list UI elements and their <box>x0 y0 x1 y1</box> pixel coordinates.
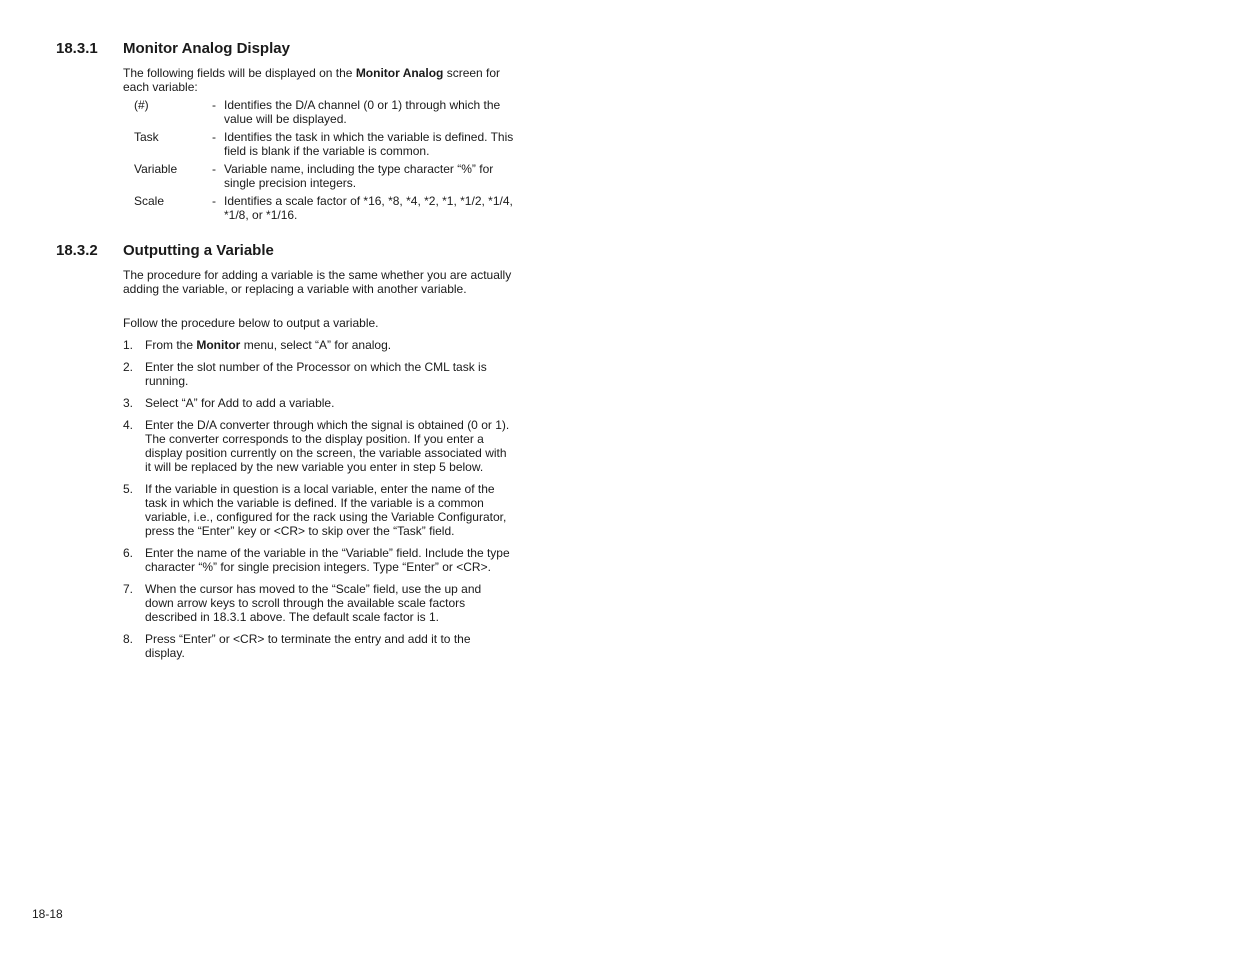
step-number: 3. <box>123 396 134 410</box>
field-item: Task - Identifies the task in which the variable is defined. This field is blank if the variable is common. <box>134 130 514 158</box>
step-text: Enter the name of the variable in the “Variable” field. Include the type character “%” for single precision integers. Type “Enter” or <CR>. <box>145 546 510 574</box>
step-text: Press “Enter” or <CR> to terminate the entry and add it to the display. <box>145 632 471 660</box>
field-description: Identifies the task in which the variable is defined. This field is blank if the variable is common. <box>224 130 514 158</box>
step-text: From the Monitor menu, select “A” for analog. <box>145 338 392 352</box>
step-number: 8. <box>123 632 134 646</box>
page-number: 18-18 <box>32 907 63 921</box>
list-item <box>123 338 513 352</box>
list-item <box>123 360 513 388</box>
section-number: 18.3.1 <box>56 40 98 57</box>
step-text: Enter the slot number of the Processor on which the CML task is running. <box>145 360 487 388</box>
field-description: Identifies a scale factor of *16, *8, *4, *2, *1, *1/2, *1/4, *1/8, or *1/16. <box>224 194 513 222</box>
step-text: When the cursor has moved to the “Scale” field, use the up and down arrow keys to scroll through the available scale factors described in 18.3.1 above. The default scale factor is 1. <box>145 582 482 624</box>
section-title: Monitor Analog Display <box>123 40 290 57</box>
field-item: Scale - Identifies a scale factor of *16, *8, *4, *2, *1, *1/2, *1/4, *1/8, or *1/16. <box>134 194 513 222</box>
field-name: Scale <box>134 194 165 208</box>
list-item <box>123 546 513 574</box>
step-number: 7. <box>123 582 134 596</box>
step-number: 5. <box>123 482 134 496</box>
step-text: If the variable in question is a local variable, enter the name of the task in which the variable is defined. If the variable is a common variable, i.e., configured for the rack using the Variable Configurator, press the “Enter” key or <CR> to skip over the “Task” field. <box>145 482 507 538</box>
procedure-intro: Follow the procedure below to output a variable. <box>123 316 379 330</box>
field-definition-list <box>134 98 514 226</box>
field-description: Identifies the D/A channel (0 or 1) through which the value will be displayed. <box>224 98 501 126</box>
field-name: Variable <box>134 162 178 176</box>
step-number: 2. <box>123 360 134 374</box>
field-item: Variable - Variable name, including the type character “%” for single precision integers. <box>134 162 514 194</box>
field-name: Task <box>134 130 159 144</box>
field-item: (#) - Identifies the D/A channel (0 or 1) through which the value will be displayed. <box>134 98 514 130</box>
section-number: 18.3.2 <box>56 242 98 259</box>
list-item <box>123 418 513 474</box>
list-item <box>123 396 513 410</box>
list-item <box>123 482 513 538</box>
step-number: 4. <box>123 418 134 432</box>
step-number: 1. <box>123 338 134 352</box>
section-title: Outputting a Variable <box>123 242 274 259</box>
procedure-steps <box>123 338 513 668</box>
intro-paragraph: The following fields will be displayed on the Monitor Analog screen for each variable: <box>123 66 501 94</box>
step-number: 6. <box>123 546 134 560</box>
field-description: Variable name, including the type character “%” for single precision integers. <box>224 162 494 190</box>
list-item <box>123 582 513 624</box>
intro-bold-term: Monitor Analog <box>355 66 444 80</box>
procedure-paragraph: The procedure for adding a variable is the same whether you are actually adding the variable, or replacing a variable with another variable. <box>123 268 512 296</box>
step-text: Select “A” for Add to add a variable. <box>145 396 335 410</box>
field-name: (#) <box>134 98 149 112</box>
step-text: Enter the D/A converter through which the signal is obtained (0 or 1). The converter corresponds to the display position. If you enter a display position currently on the screen, the variable associated with it will be replaced by the new variable you enter in step 5 below. <box>145 418 510 474</box>
menu-name: Monitor <box>196 338 241 352</box>
list-item <box>123 632 513 660</box>
